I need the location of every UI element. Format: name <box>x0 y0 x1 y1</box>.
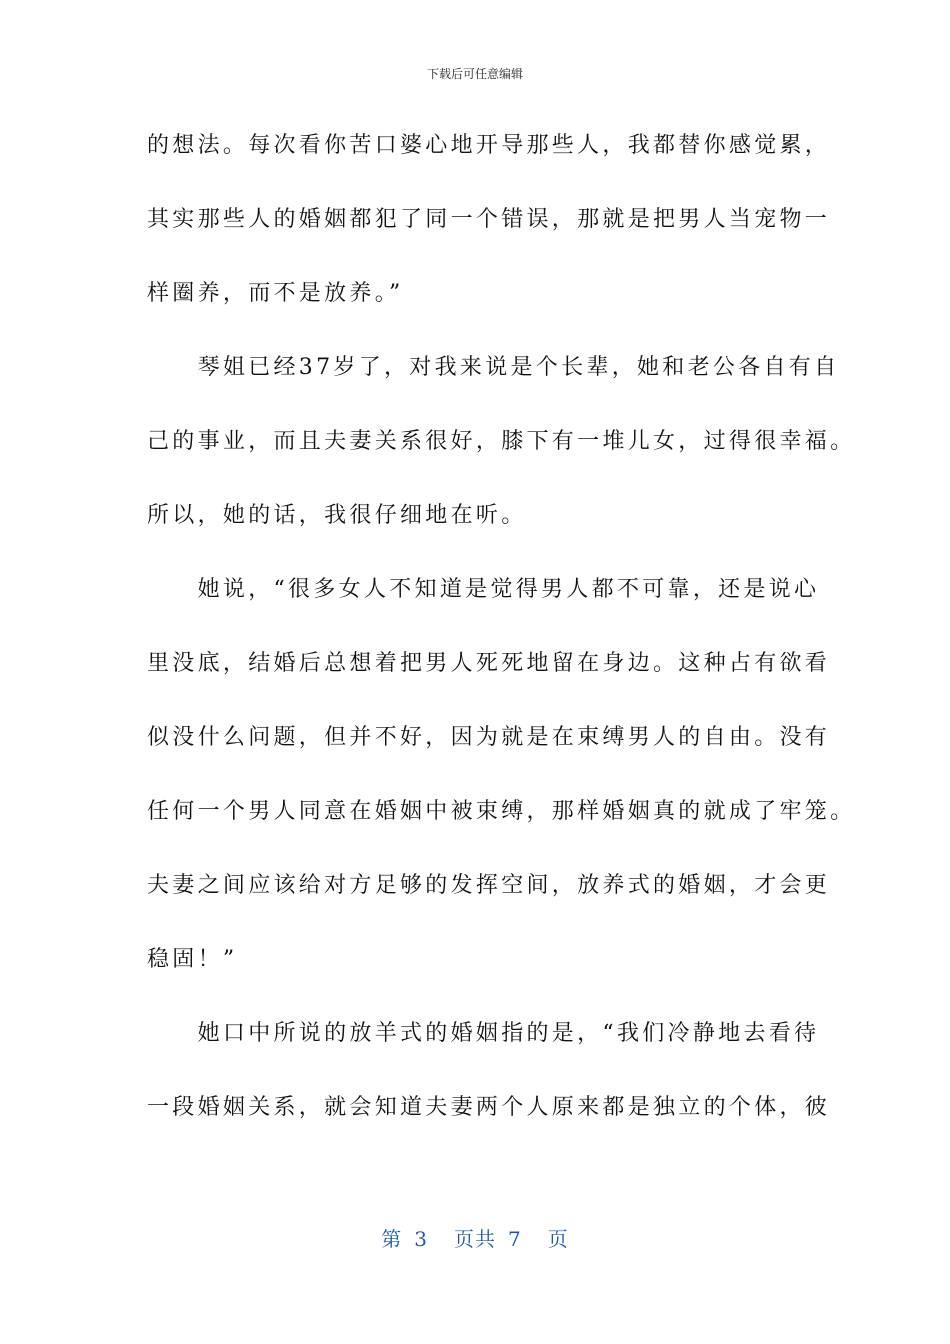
page-label: 第 <box>381 1227 403 1251</box>
text-line: 她口中所说的放羊式的婚姻指的是，“我们冷静地去看待 <box>147 1021 820 1046</box>
text-line: 样圈养，而不是放养。” <box>147 281 404 306</box>
text-line: 所以，她的话，我很仔细地在听。 <box>147 503 527 528</box>
text-line: 的想法。每次看你苦口婆心地开导那些人，我都替你感觉累， <box>147 133 831 158</box>
page-header: 下载后可任意编辑 <box>426 67 523 81</box>
page-of-label: 页共 <box>454 1227 496 1251</box>
document-body <box>147 124 856 1160</box>
text-line: 稳固！” <box>147 947 238 972</box>
text-line: 己的事业，而且夫妻关系很好，膝下有一堆儿女，过得很幸福。 <box>147 429 856 454</box>
text-line: 琴姐已经37岁了，对我来说是个长辈，她和老公各自有自 <box>147 355 840 380</box>
text-line: 其实那些人的婚姻都犯了同一个错误，那就是把男人当宠物一 <box>147 207 831 232</box>
current-page-number: 3 <box>414 1227 428 1251</box>
text-line: 夫妻之间应该给对方足够的发挥空间，放养式的婚姻，才会更 <box>147 873 831 898</box>
text-line: 她说，“很多女人不知道是觉得男人都不可靠，还是说心 <box>147 577 820 602</box>
text-line: 似没什么问题，但并不好，因为就是在束缚男人的自由。没有 <box>147 725 831 750</box>
page-end-label: 页 <box>547 1227 569 1251</box>
page-footer <box>0 1225 950 1253</box>
total-pages-number: 7 <box>508 1227 522 1251</box>
text-line: 任何一个男人同意在婚姻中被束缚，那样婚姻真的就成了牢笼。 <box>147 799 856 824</box>
text-line: 一段婚姻关系，就会知道夫妻两个人原来都是独立的个体，彼 <box>147 1095 831 1120</box>
text-line: 里没底，结婚后总想着把男人死死地留在身边。这种占有欲看 <box>147 651 831 676</box>
